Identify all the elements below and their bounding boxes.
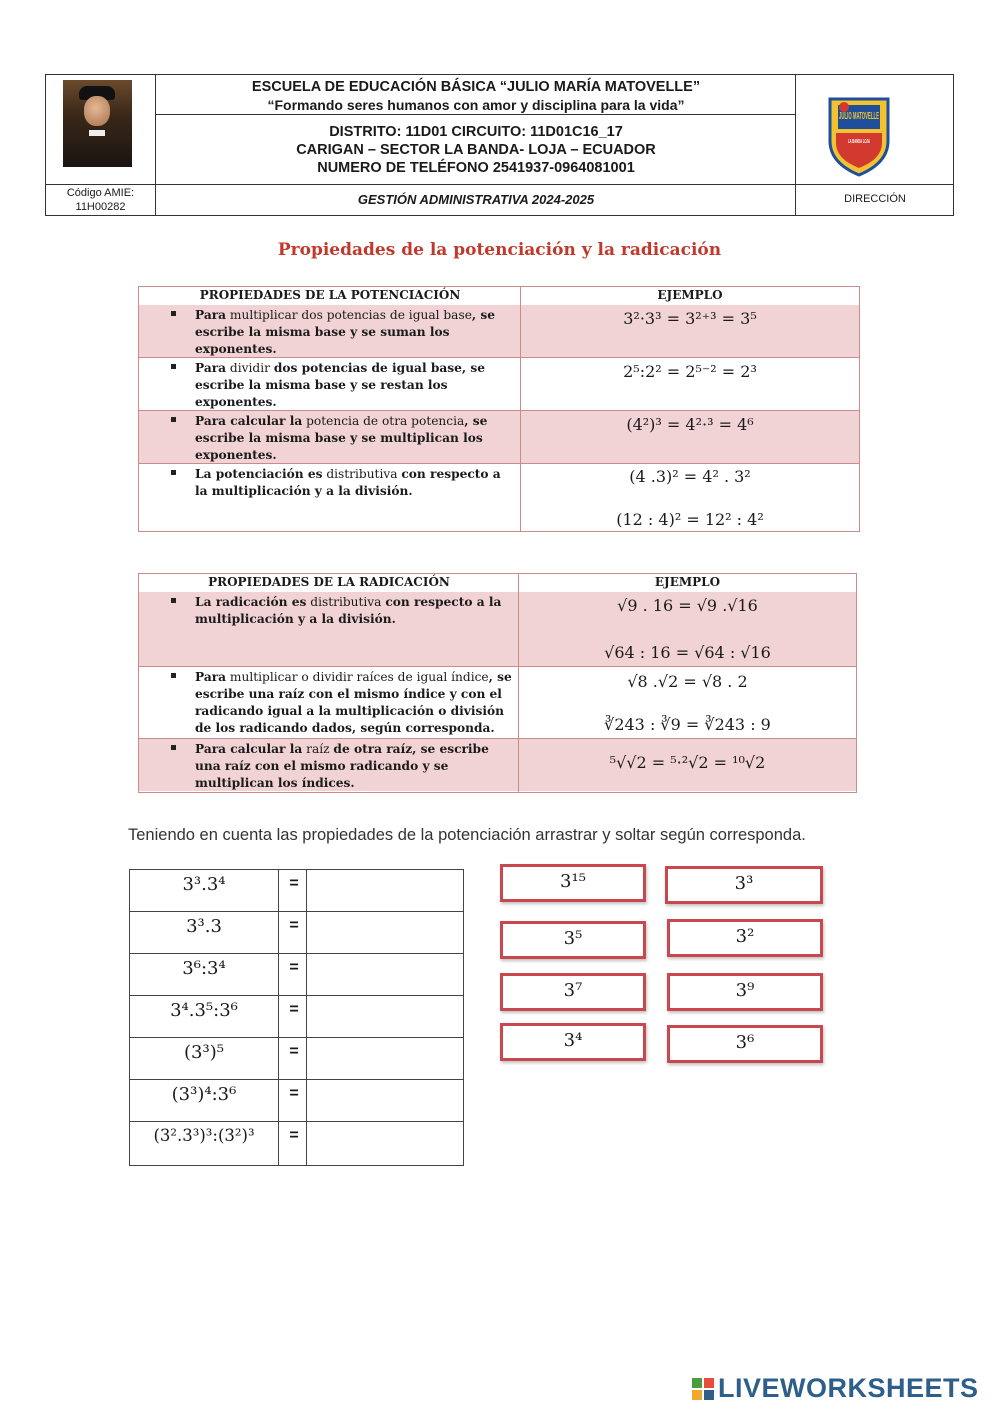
answer-tile[interactable]: 3⁶ — [667, 1025, 823, 1063]
logo-text: JULIO MATOVELLE — [839, 111, 880, 122]
table-row: La potenciación es distributiva con respecto a la multiplicación y a la división. (4 .3)² = 4² . 3² (12 : 4)² = 12² : 4² — [139, 464, 859, 530]
example-formula: (4 .3)² = 4² . 3² — [629, 467, 751, 486]
example-formula: 2⁵:2² = 2⁵⁻² = 2³ — [623, 362, 757, 381]
equals-sign: = — [289, 1043, 299, 1060]
direction-label: DIRECCIÓN — [844, 193, 906, 205]
document-header — [45, 74, 954, 216]
example-formula: ⁵√√2 = ⁵·²√2 = ¹⁰√2 — [609, 753, 766, 772]
district-line: DISTRITO: 11D01 CIRCUITO: 11D01C16_17 — [329, 124, 623, 140]
school-name: ESCUELA DE EDUCACIÓN BÁSICA “JULIO MARÍA MATOVELLE” — [251, 79, 701, 95]
exercise-row — [130, 1122, 463, 1165]
exercise-expression: 3³.3⁴ — [182, 874, 226, 895]
example-formula: ∛243 : ∛9 = ∛243 : 9 — [604, 715, 771, 734]
equals-sign: = — [289, 1127, 299, 1144]
equals-sign: = — [289, 1085, 299, 1102]
drop-slot[interactable] — [308, 1038, 463, 1079]
equals-sign: = — [289, 917, 299, 934]
table-row: La radicación es distributiva con respecto a la multiplicación y a la división. √9 . 16 = √9 .√16 √64 : 16 = √64 : √16 — [139, 592, 856, 667]
exercise-expression: 3⁶:3⁴ — [182, 958, 226, 979]
page-title: Propiedades de la potenciación y la radicación — [277, 240, 722, 260]
exercise-table — [129, 869, 464, 1166]
answer-tile[interactable]: 3³ — [665, 866, 823, 904]
exercise-row — [130, 870, 463, 912]
answer-tile[interactable]: 3⁷ — [500, 973, 646, 1011]
example-formula: √64 : 16 = √64 : √16 — [604, 643, 771, 662]
school-motto: “Formando seres humanos con amor y disciplina para la vida” — [267, 97, 685, 113]
drop-slot[interactable] — [308, 1080, 463, 1121]
powers-properties-table — [138, 286, 860, 532]
table-row: Para multiplicar o dividir raíces de igual índice, se escribe una raíz con el mismo índice y con el radicando igual a la multiplicación o división de los radicando dados, según corresponda. √8 .√2 = √8 . 2 ∛243 : ∛9 = ∛243 : 9 — [139, 667, 856, 739]
amie-code — [46, 186, 155, 214]
exercise-row — [130, 1080, 463, 1122]
exercise-instruction: Teniendo en cuenta las propiedades de la potenciación arrastrar y soltar según corresponda. — [128, 826, 806, 844]
column-header-example: EJEMPLO — [657, 288, 723, 302]
exercise-expression: (3².3³)³:(3²)³ — [153, 1126, 255, 1145]
example-formula: √9 . 16 = √9 .√16 — [617, 596, 758, 615]
answer-tile[interactable]: 3¹⁵ — [500, 864, 646, 902]
table-header — [139, 574, 856, 593]
amie-value: 11H00282 — [75, 201, 126, 213]
example-formula: √8 .√2 = √8 . 2 — [627, 672, 748, 691]
exercise-row — [130, 996, 463, 1038]
column-header-example: EJEMPLO — [654, 575, 721, 589]
drop-slot[interactable] — [308, 912, 463, 953]
exercise-row — [130, 954, 463, 996]
school-logo — [826, 93, 892, 182]
logo-subtext: LA BANDA LOJA — [848, 139, 871, 145]
table-row: Para calcular la raíz de otra raíz, se escribe una raíz con el mismo radicando y se multiplican los índices. ⁵√√2 = ⁵·²√2 = ¹⁰√2 — [139, 739, 856, 791]
equals-sign: = — [289, 959, 299, 976]
drop-slot[interactable] — [308, 996, 463, 1037]
equals-sign: = — [289, 875, 299, 892]
example-formula: (4²)³ = 4²·³ = 4⁶ — [626, 415, 754, 434]
liveworksheets-logo-icon — [692, 1378, 714, 1400]
answer-tile[interactable]: 3⁴ — [500, 1023, 646, 1061]
liveworksheets-brand: LIVEWORKSHEETS — [718, 1373, 979, 1403]
exercise-expression: 3⁴.3⁵:3⁶ — [170, 1000, 238, 1021]
location-line: CARIGAN – SECTOR LA BANDA- LOJA – ECUADOR — [296, 142, 656, 158]
drop-slot[interactable] — [308, 1122, 463, 1165]
example-formula: (12 : 4)² = 12² : 4² — [616, 510, 764, 529]
founder-portrait — [63, 80, 132, 167]
exercise-expression: 3³.3 — [186, 916, 222, 937]
exercise-expression: (3³)⁵ — [184, 1042, 224, 1063]
answer-tile[interactable]: 3⁹ — [667, 973, 823, 1011]
answer-tile[interactable]: 3⁵ — [500, 921, 646, 959]
exercise-expression: (3³)⁴:3⁶ — [171, 1084, 237, 1105]
exercise-row — [130, 1038, 463, 1080]
example-formula: 3²·3³ = 3²⁺³ = 3⁵ — [623, 309, 757, 328]
exercise-row — [130, 912, 463, 954]
column-header-properties: PROPIEDADES DE LA POTENCIACIÓN — [199, 288, 461, 302]
answer-tile[interactable]: 3² — [667, 919, 823, 957]
drop-slot[interactable] — [308, 870, 463, 911]
phone-line: NUMERO DE TELÉFONO 2541937-0964081001 — [317, 160, 635, 176]
equals-sign: = — [289, 1001, 299, 1018]
drop-slot[interactable] — [308, 954, 463, 995]
amie-label: Código AMIE: — [66, 187, 135, 199]
column-header-properties: PROPIEDADES DE LA RADICACIÓN — [208, 575, 450, 589]
table-row: Para multiplicar dos potencias de igual base, se escribe la misma base y se suman los exponentes. 3²·3³ = 3²⁺³ = 3⁵ — [139, 305, 859, 358]
table-header — [139, 287, 859, 306]
roots-properties-table — [138, 573, 857, 793]
management-label: GESTIÓN ADMINISTRATIVA 2024-2025 — [357, 192, 595, 207]
table-row: Para calcular la potencia de otra potencia, se escribe la misma base y se multiplican los exponentes. (4²)³ = 4²·³ = 4⁶ — [139, 411, 859, 464]
table-row: Para dividir dos potencias de igual base, se escribe la misma base y se restan los exponentes. 2⁵:2² = 2⁵⁻² = 2³ — [139, 358, 859, 411]
